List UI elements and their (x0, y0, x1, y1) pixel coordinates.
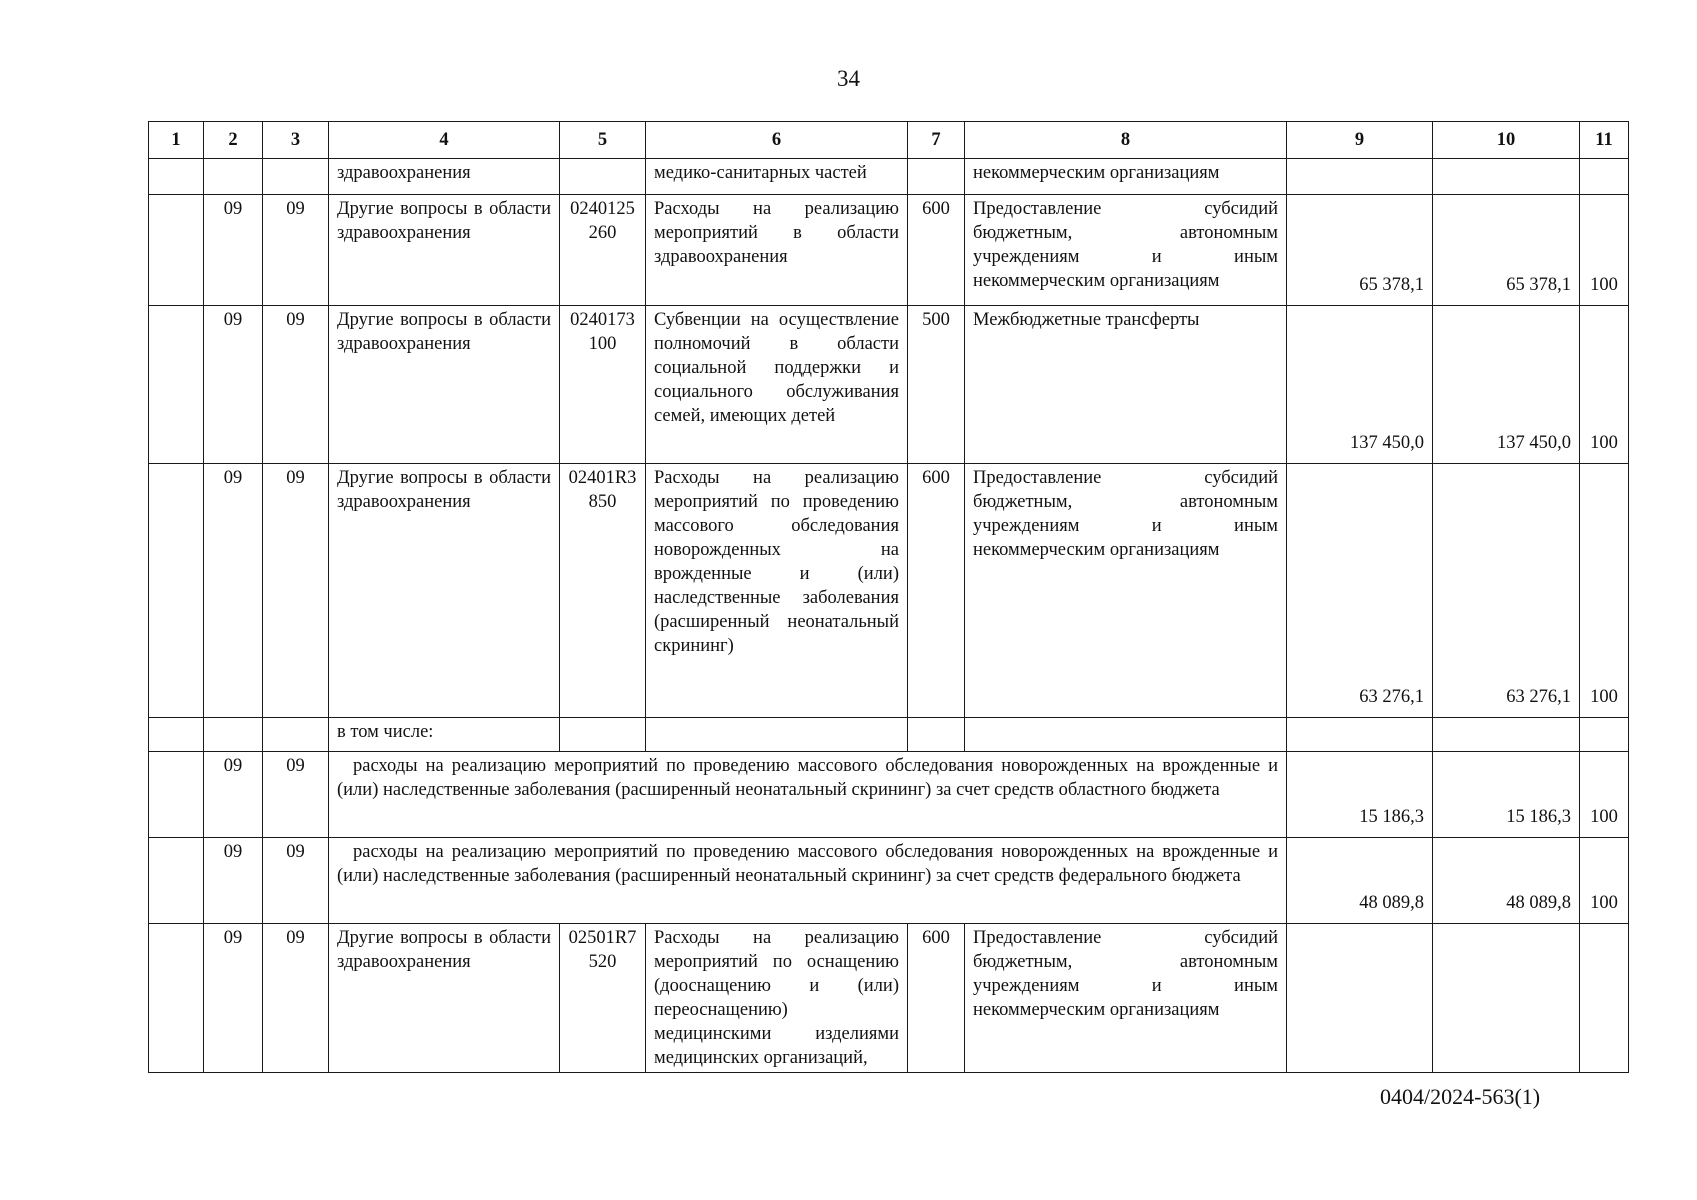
budget-table (148, 121, 1629, 1073)
table-cell: Предоставление субсидий бюджетным, автономным учреждениям и иным некоммерческим организациям (965, 464, 1287, 718)
table-cell (560, 159, 646, 195)
table-cell (149, 464, 204, 718)
table-cell (1287, 924, 1433, 1073)
table-cell (1580, 159, 1629, 195)
table-cell: 09 (204, 306, 263, 464)
column-header: 9 (1287, 122, 1433, 159)
table-cell (204, 159, 263, 195)
table-cell: в том числе: (329, 718, 560, 752)
table-cell: 137 450,0 (1433, 306, 1580, 464)
table-cell (1433, 718, 1580, 752)
table-cell: 0240173100 (560, 306, 646, 464)
table-cell: 137 450,0 (1287, 306, 1433, 464)
table-cell (965, 718, 1287, 752)
table-cell: Расходы на реализацию мероприятий в области здравоохранения (646, 195, 908, 306)
table-cell: 600 (908, 464, 965, 718)
table-cell (149, 752, 204, 838)
column-header: 4 (329, 122, 560, 159)
table-cell: Другие вопросы в области здравоохранения (329, 195, 560, 306)
table-cell: 09 (204, 464, 263, 718)
table-cell (1287, 159, 1433, 195)
table-cell: 15 186,3 (1433, 752, 1580, 838)
table-cell: 48 089,8 (1433, 838, 1580, 924)
table-cell: 09 (263, 464, 329, 718)
table-cell: Межбюджетные трансферты (965, 306, 1287, 464)
table-cell: 65 378,1 (1433, 195, 1580, 306)
table-cell (1433, 924, 1580, 1073)
table-cell (1287, 718, 1433, 752)
table-cell: 09 (263, 752, 329, 838)
table-row (149, 838, 1629, 924)
table-cell: Другие вопросы в области здравоохранения (329, 306, 560, 464)
table-cell: 02501R7520 (560, 924, 646, 1073)
table-cell (1433, 159, 1580, 195)
table-row (149, 306, 1629, 464)
table-cell: 09 (204, 752, 263, 838)
table-cell (263, 159, 329, 195)
table-cell: 65 378,1 (1287, 195, 1433, 306)
table-cell: 100 (1580, 306, 1629, 464)
table-cell (149, 838, 204, 924)
table-cell: Другие вопросы в области здравоохранения (329, 464, 560, 718)
table-row (149, 752, 1629, 838)
table-cell (646, 718, 908, 752)
table-cell (149, 195, 204, 306)
table-cell: 100 (1580, 838, 1629, 924)
column-header: 6 (646, 122, 908, 159)
table-cell: 100 (1580, 752, 1629, 838)
table-cell: Субвенции на осуществление полномочий в области социальной поддержки и социального обслуживания семей, имеющих детей (646, 306, 908, 464)
table-cell: 100 (1580, 464, 1629, 718)
table-cell (149, 306, 204, 464)
table-cell (149, 159, 204, 195)
table-cell: 600 (908, 924, 965, 1073)
table-cell: здравоохранения (329, 159, 560, 195)
table-cell (149, 924, 204, 1073)
table-cell: Расходы на реализацию мероприятий по проведению массового обследования новорожденных на врожденные и (или) наследственные заболевания (расширенный неонатальный скрининг) (646, 464, 908, 718)
document-code: 0404/2024-563(1) (1380, 1084, 1541, 1109)
table-cell: Предоставление субсидий бюджетным, автономным учреждениям и иным некоммерческим организациям (965, 195, 1287, 306)
table-cell: 09 (263, 924, 329, 1073)
table-row (149, 159, 1629, 195)
column-header: 5 (560, 122, 646, 159)
table-row (149, 195, 1629, 306)
table-cell: Предоставление субсидий бюджетным, автономным учреждениям и иным некоммерческим организациям (965, 924, 1287, 1073)
column-header: 1 (149, 122, 204, 159)
column-header: 11 (1580, 122, 1629, 159)
table-cell (1580, 924, 1629, 1073)
table-cell: Другие вопросы в области здравоохранения (329, 924, 560, 1073)
table-cell: 09 (263, 306, 329, 464)
table-cell: 02401R3850 (560, 464, 646, 718)
table-cell: 63 276,1 (1433, 464, 1580, 718)
table-cell: некоммерческим организациям (965, 159, 1287, 195)
table-cell: 500 (908, 306, 965, 464)
table-cell: 48 089,8 (1287, 838, 1433, 924)
table-cell: 09 (263, 838, 329, 924)
table-row (149, 924, 1629, 1073)
table-cell (908, 159, 965, 195)
column-header: 8 (965, 122, 1287, 159)
table-cell: 09 (204, 195, 263, 306)
table-cell (204, 718, 263, 752)
table-cell: Расходы на реализацию мероприятий по оснащению (дооснащению и (или) переоснащению) медицинскими изделиями медицинских организаций, (646, 924, 908, 1073)
column-header: 3 (263, 122, 329, 159)
table-cell (149, 718, 204, 752)
column-header: 2 (204, 122, 263, 159)
merged-description-cell: расходы на реализацию мероприятий по проведению массового обследования новорожденных на врожденные и (или) наследственные заболевания (расширенный неонатальный скрининг) за счет средств областного бюджета (329, 752, 1287, 838)
table-row (149, 718, 1629, 752)
table-cell (1580, 718, 1629, 752)
column-header: 7 (908, 122, 965, 159)
table-cell: 09 (204, 838, 263, 924)
column-header: 10 (1433, 122, 1580, 159)
table-cell: 0240125260 (560, 195, 646, 306)
table-cell: 15 186,3 (1287, 752, 1433, 838)
table-header-row (149, 122, 1629, 159)
table-cell (263, 718, 329, 752)
table-cell (908, 718, 965, 752)
merged-description-cell: расходы на реализацию мероприятий по проведению массового обследования новорожденных на врожденные и (или) наследственные заболевания (расширенный неонатальный скрининг) за счет средств федерального бюджета (329, 838, 1287, 924)
table-row (149, 464, 1629, 718)
table-cell (560, 718, 646, 752)
page-number: 34 (837, 66, 860, 91)
table-cell: 600 (908, 195, 965, 306)
table-cell: 09 (204, 924, 263, 1073)
table-cell: медико-санитарных частей (646, 159, 908, 195)
table-cell: 09 (263, 195, 329, 306)
table-cell: 100 (1580, 195, 1629, 306)
table-cell: 63 276,1 (1287, 464, 1433, 718)
